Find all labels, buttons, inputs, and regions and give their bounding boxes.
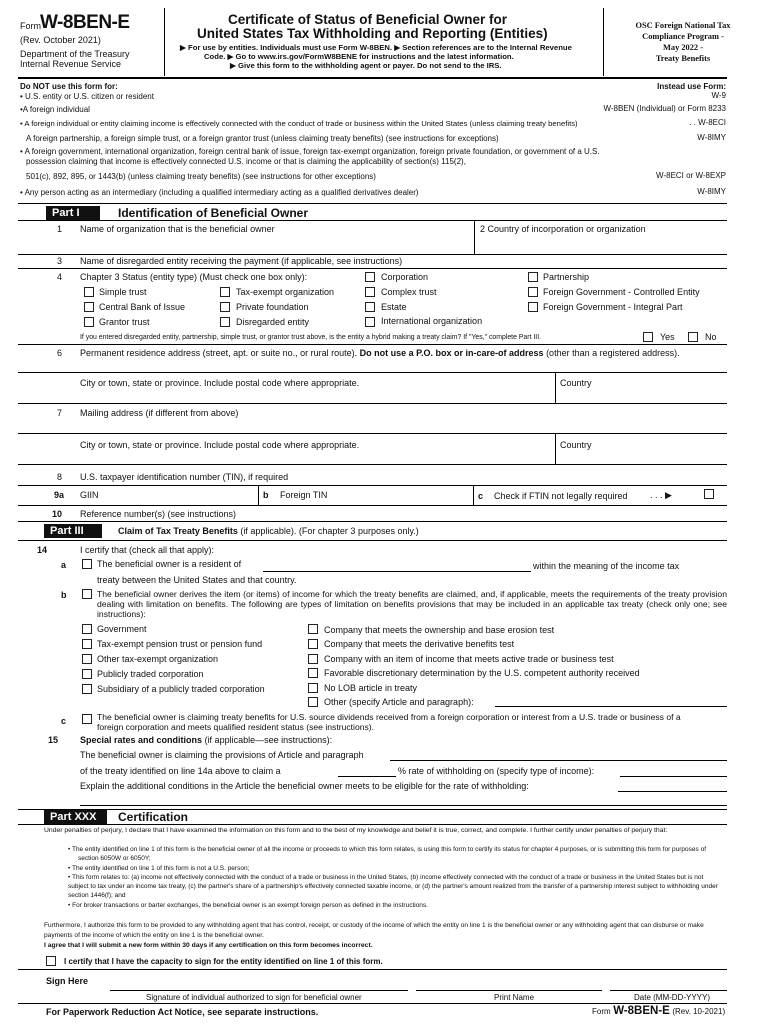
- lob-ownership-checkbox[interactable]: [308, 624, 318, 634]
- complex-trust-label: Complex trust: [381, 287, 437, 297]
- line8-number: 8: [57, 472, 63, 482]
- line15-rate-label-2: % rate of withholding on (specify type of income):: [398, 766, 595, 776]
- dept-irs: Internal Revenue Service: [20, 59, 122, 69]
- print-name-label: Print Name: [494, 993, 535, 1002]
- sign-here-label: Sign Here: [46, 976, 89, 986]
- part1-title-rule: [18, 220, 727, 221]
- international-org-checkbox[interactable]: [365, 317, 375, 327]
- private-foundation-label: Private foundation: [236, 302, 309, 312]
- city-label-mailing: City or town, state or province. Include postal code where appropriate.: [80, 440, 360, 450]
- do-not-use-text: • U.S. entity or U.S. citizen or resident: [20, 92, 154, 101]
- cert-bullets: [68, 845, 724, 910]
- qualified-resident-description: The beneficial owner is claiming treaty benefits for U.S. source dividends received from a foreign corporation or interest from a U.S. trade or business of a foreign corporation and meets qualified resident status (see instructions).: [97, 712, 681, 732]
- tax-exempt-org-label: Tax-exempt organization: [236, 287, 335, 297]
- line1-divider: [474, 220, 475, 254]
- estate-checkbox[interactable]: [365, 302, 375, 312]
- partnership-checkbox[interactable]: [528, 272, 538, 282]
- cert-furthermore: Furthermore, I authorize this form to be provided to any withholding agent that has control, receipt, or custody of the income of which the entity on line 1 is the beneficial owner or any withholding agent that can disburse or make payments of the income of which the entity on line 1 is the beneficial owner.: [44, 922, 704, 939]
- cert-bullet: • This form relates to: (a) income not effectively connected with the conduct of a trade or business in the United States, (b) income effectively connected with the conduct of a trade or business in the United States but is not subject to tax under an income tax treaty, (c) the partner's share of a partnership's effectively connected taxable income, or (d) the partner's amount realized from the transfer of a partnership interest subject to withholding under section 1446(f); and: [68, 873, 718, 900]
- line6-number: 6: [57, 348, 63, 358]
- article-paragraph-field[interactable]: [390, 760, 727, 761]
- country-divider: [555, 433, 556, 464]
- line3-number: 3: [57, 256, 63, 266]
- country-divider: [555, 372, 556, 403]
- simple-trust-label: Simple trust: [99, 287, 147, 297]
- row-rule: [18, 372, 727, 373]
- lob-active-trade-label: Company with an item of income that meets active trade or business test: [324, 654, 614, 664]
- cert-agree: I agree that I will submit a new form within 30 days if any certification on this form becomes incorrect.: [44, 942, 373, 949]
- lob-government-checkbox[interactable]: [82, 624, 92, 634]
- line1-number: 1: [57, 224, 63, 234]
- central-bank-label: Central Bank of Issue: [99, 302, 186, 312]
- treaty-resident-label-2: within the meaning of the income tax: [533, 561, 680, 571]
- lob-checkbox[interactable]: [82, 589, 92, 599]
- form-instructions-3: ▶ Give this form to the withholding agent or payer. Do not send to the IRS.: [230, 61, 502, 70]
- osc-line-1: OSC Foreign National Tax: [635, 21, 731, 30]
- line7-number: 7: [57, 408, 63, 418]
- grantor-trust-label: Grantor trust: [99, 317, 150, 327]
- corporation-checkbox[interactable]: [365, 272, 375, 282]
- line14b-number: b: [61, 590, 67, 600]
- part3-label: Part III: [44, 524, 102, 538]
- cert-sign-rule: [18, 969, 727, 970]
- row-rule: [18, 268, 727, 269]
- footer-form-id: [592, 1005, 725, 1017]
- line9a-label: GIIN: [80, 490, 99, 500]
- country-label: Country: [560, 378, 592, 388]
- lob-public-corp-label: Publicly traded corporation: [97, 669, 204, 679]
- line15-title: [80, 735, 332, 745]
- instead-use-title: Instead use Form:: [657, 82, 726, 91]
- lob-pension-label: Tax-exempt pension trust or pension fund: [97, 639, 263, 649]
- line14-label: I certify that (check all that apply):: [80, 545, 215, 555]
- dept-treasury: Department of the Treasury: [20, 49, 130, 59]
- footer-form-name: W-8BEN-E: [613, 1005, 670, 1017]
- cert-bullet-text: The entity identified on line 1 of this form is not a U.S. person;: [71, 864, 250, 872]
- row-rule: [18, 344, 727, 345]
- line7-label: Mailing address (if different from above): [80, 408, 239, 418]
- line15-number: 15: [48, 735, 59, 745]
- do-not-use-text: possession claiming that income is effectively connected U.S. income or that is claiming the applicability of section(s) 115(2),: [26, 157, 466, 166]
- lob-derivative-checkbox[interactable]: [308, 639, 318, 649]
- certification-label: Part XXX: [44, 810, 107, 824]
- form-title-line1: Certificate of Status of Beneficial Owner for: [228, 12, 508, 27]
- form-title-line2: United States Tax Withholding and Reporting (Entities): [197, 26, 548, 41]
- do-not-use-row: [20, 104, 726, 114]
- do-not-use-title: Do NOT use this form for:: [20, 82, 118, 91]
- treaty-resident-checkbox[interactable]: [82, 559, 92, 569]
- hybrid-no-label: No: [705, 332, 717, 342]
- ftin-not-required-checkbox[interactable]: [704, 489, 714, 499]
- hybrid-no-checkbox[interactable]: [688, 332, 698, 342]
- form-prefix: Form: [20, 21, 41, 31]
- treaty-country-field[interactable]: [263, 571, 531, 572]
- cert-title-rule: [18, 824, 727, 825]
- header-bottom-rule: [18, 77, 727, 79]
- header-divider-right: [603, 8, 604, 76]
- cert-bullet: • The entity identified on line 1 of this form is the beneficial owner of all the income or proceeds to which this form relates, is using this form to certify its status for chapter 4 purposes, or is submitting this form for purposes of section 6050W or 6050Y;: [68, 846, 707, 863]
- date-field[interactable]: [610, 990, 727, 991]
- lob-pension-checkbox[interactable]: [82, 639, 92, 649]
- osc-line-4: Treaty Benefits: [655, 54, 711, 63]
- form-instructions-2: Code. ▶ Go to www.irs.gov/FormW8BENE for instructions and the latest information.: [204, 52, 514, 61]
- conditions-field-line2[interactable]: [80, 805, 727, 806]
- line4-label: Chapter 3 Status (entity type) (Must check one box only):: [80, 272, 308, 282]
- lob-other-label: Other (specify Article and paragraph):: [324, 697, 474, 707]
- line9c-dots: . . . ▶: [650, 490, 672, 500]
- lob-subsidiary-checkbox[interactable]: [82, 684, 92, 694]
- hybrid-yes-checkbox[interactable]: [643, 332, 653, 342]
- footer-form-rev: (Rev. 10-2021): [672, 1007, 726, 1016]
- header-divider-left: [164, 8, 165, 76]
- do-not-use-form: W-8ECI or W-8EXP: [656, 171, 726, 180]
- cert-bullet: • For broker transactions or barter exchanges, the beneficial owner is an exempt foreign person as defined in the instructions.: [68, 901, 428, 909]
- hybrid-yes-label: Yes: [660, 332, 675, 342]
- part3-top-rule: [18, 521, 727, 522]
- line14-number: 14: [37, 545, 48, 555]
- lob-description: The beneficial owner derives the item (or items) of income for which the treaty benefits are claimed, and, if applicable, meets the requirements of the treaty provision dealing with limitation on benefits. The following are types of limitation on benefits provisions that may be included in an applicable tax treaty (check only one; see instructions):: [97, 589, 727, 619]
- international-org-label: International organization: [381, 316, 483, 326]
- lob-other-checkbox[interactable]: [308, 697, 318, 707]
- country-of-incorporation-field[interactable]: [478, 236, 726, 254]
- part3-title-suffix: (if applicable). (For chapter 3 purposes only.): [240, 526, 419, 536]
- cert-intro: Under penalties of perjury, I declare that I have examined the information on this form and to the best of my knowledge and belief it is true, correct, and complete. I further certify under penalties of perjury that:: [44, 827, 668, 834]
- line6-text-b: Do not use a P.O. box or in-care-of address: [359, 348, 544, 358]
- part3-title: [118, 526, 419, 536]
- do-not-use-row: [26, 156, 726, 166]
- do-not-use-form: W-8BEN (Individual) or Form 8233: [603, 104, 726, 113]
- osc-line-3: May 2022 -: [662, 43, 703, 52]
- line15-rate-label-1: of the treaty identified on line 14a above to claim a: [80, 766, 281, 776]
- form-name: W-8BEN-E: [40, 12, 130, 33]
- signature-field[interactable]: [110, 990, 408, 991]
- line15-title-bold: Special rates and conditions: [80, 735, 203, 745]
- footer-paperwork-notice: For Paperwork Reduction Act Notice, see separate instructions.: [46, 1007, 319, 1017]
- residence-address-field[interactable]: [78, 360, 726, 372]
- giin-divider: [258, 485, 259, 505]
- line3-label: Name of disregarded entity receiving the payment (if applicable, see instructions): [80, 256, 403, 266]
- line10-label: Reference number(s) (see instructions): [80, 509, 237, 519]
- do-not-use-row: [20, 146, 726, 156]
- lob-active-trade-checkbox[interactable]: [308, 654, 318, 664]
- tax-exempt-org-checkbox[interactable]: [220, 287, 230, 297]
- print-name-field[interactable]: [416, 990, 602, 991]
- line9c-number: c: [478, 491, 484, 501]
- part1-title: Identification of Beneficial Owner: [118, 206, 309, 220]
- row-rule: [18, 403, 727, 404]
- row-rule: [18, 505, 727, 506]
- disregarded-entity-checkbox[interactable]: [220, 317, 230, 327]
- line2-number: 2: [480, 224, 486, 234]
- conditions-field[interactable]: [618, 791, 727, 792]
- do-not-use-row: [20, 118, 726, 128]
- line1-label: Name of organization that is the beneficial owner: [80, 224, 275, 234]
- part1-label: Part I: [46, 206, 100, 220]
- lob-other-tax-exempt-label: Other tax-exempt organization: [97, 654, 219, 664]
- row-rule: [18, 485, 727, 486]
- cert-bullet-text: This form relates to: (a) income not effectively connected with the conduct of a trade or business in the United States, (b) income effectively connected with the conduct of a trade or business in the United States but is not subject to tax under an income tax treaty, (c) the partner's share of a partnership's effectively connected taxable income, or (d) the partner's amount realized from the transfer of a partnership interest subject to withholding under section 1446(f); and: [68, 873, 718, 900]
- osc-box: [606, 20, 760, 64]
- line9a-number: 9a: [54, 490, 65, 500]
- org-name-field[interactable]: [78, 236, 473, 254]
- footer-form-prefix: Form: [592, 1007, 611, 1016]
- lob-no-article-label: No LOB article in treaty: [324, 683, 418, 693]
- line15-conditions-label: Explain the additional conditions in the Article the beneficial owner meets to be eligible for the rate of withholding:: [80, 781, 529, 791]
- line4-number: 4: [57, 272, 63, 282]
- do-not-use-row: [20, 187, 726, 197]
- lob-other-field[interactable]: [495, 706, 727, 707]
- treaty-resident-label: The beneficial owner is a resident of: [97, 559, 242, 569]
- cert-bullet-text: For broker transactions or barter exchanges, the beneficial owner is an exempt foreign person as defined in the instructions.: [72, 901, 428, 909]
- footer-rule: [18, 1003, 727, 1004]
- part1-top-rule: [18, 203, 727, 204]
- do-not-use-row: [26, 133, 726, 143]
- capacity-label: I certify that I have the capacity to sign for the entity identified on line 1 of this form.: [64, 957, 383, 966]
- country-label-mailing: Country: [560, 440, 592, 450]
- simple-trust-checkbox[interactable]: [84, 287, 94, 297]
- line14a-number: a: [61, 560, 67, 570]
- line6-label: [80, 348, 680, 358]
- mailing-address-field[interactable]: [78, 420, 726, 432]
- capacity-checkbox[interactable]: [46, 956, 56, 966]
- corporation-label: Corporation: [381, 272, 429, 282]
- do-not-use-row: [26, 171, 726, 181]
- disregarded-entity-label: Disregarded entity: [236, 317, 310, 327]
- foreign-gov-controlled-label: Foreign Government - Controlled Entity: [543, 287, 700, 297]
- do-not-use-text: A foreign partnership, a foreign simple trust, or a foreign grantor trust (unless claiming treaty benefits) (see instructions for exceptions): [26, 134, 499, 143]
- grantor-trust-checkbox[interactable]: [84, 317, 94, 327]
- do-not-use-text: •A foreign individual: [20, 105, 90, 114]
- income-type-field[interactable]: [620, 776, 727, 777]
- line14c-number: c: [61, 716, 67, 726]
- lob-discretionary-checkbox[interactable]: [308, 668, 318, 678]
- date-label: Date (MM-DD-YYYY): [634, 993, 711, 1002]
- rate-field[interactable]: [338, 776, 396, 777]
- line9b-number: b: [263, 490, 269, 500]
- treaty-resident-label-3: treaty between the United States and that country.: [97, 575, 297, 585]
- do-not-use-text: • A foreign individual or entity claiming income is effectively connected with the conduct of trade or business within the United States (unless claiming treaty benefits): [20, 119, 578, 128]
- lob-public-corp-checkbox[interactable]: [82, 669, 92, 679]
- line2-label: [480, 224, 646, 234]
- form-instructions-1: ▶ For use by entities. Individuals must use Form W-8BEN. ▶ Section references are to the Internal Revenue: [180, 43, 572, 52]
- line15-title-suffix: (if applicable—see instructions):: [204, 735, 333, 745]
- do-not-use-text: • Any person acting as an intermediary (including a qualified intermediary acting as a qualified derivatives dealer): [20, 188, 419, 197]
- line6-text-a: Permanent residence address (street, apt. or suite no., or rural route).: [80, 348, 358, 358]
- cert-bullet-text: The entity identified on line 1 of this form is the beneficial owner of all the income or proceeds to which this form relates, is using this form to certify its status for chapter 4 purposes, or is submitting this form for purposes of section 6050W or 6050Y;: [71, 846, 707, 863]
- qualified-resident-checkbox[interactable]: [82, 714, 92, 724]
- do-not-use-form: W-9: [711, 91, 726, 100]
- osc-line-2: Compliance Program -: [642, 32, 724, 41]
- city-label: City or town, state or province. Include postal code where appropriate.: [80, 378, 360, 388]
- do-not-use-text: 501(c), 892, 895, or 1443(b) (unless claiming treaty benefits) (see instructions for other exceptions): [26, 172, 376, 181]
- estate-label: Estate: [381, 302, 407, 312]
- do-not-use-form: W-8IMY: [697, 187, 726, 196]
- complex-trust-checkbox[interactable]: [365, 287, 375, 297]
- lob-ownership-label: Company that meets the ownership and base erosion test: [324, 625, 555, 635]
- part3-title-rule: [18, 540, 727, 541]
- line10-number: 10: [52, 509, 63, 519]
- part3-title-bold: Claim of Tax Treaty Benefits: [118, 526, 238, 536]
- foreign-gov-integral-label: Foreign Government - Integral Part: [543, 302, 683, 312]
- foreign-gov-controlled-checkbox[interactable]: [528, 287, 538, 297]
- do-not-use-row: [20, 91, 726, 101]
- signature-label: Signature of individual authorized to sign for beneficial owner: [146, 993, 362, 1002]
- row-rule: [18, 464, 727, 465]
- line8-label: U.S. taxpayer identification number (TIN), if required: [80, 472, 289, 482]
- line9c-label: Check if FTIN not legally required: [494, 491, 628, 501]
- line6-text-c: (other than a registered address).: [546, 348, 680, 358]
- partnership-label: Partnership: [543, 272, 590, 282]
- line15-article-label: The beneficial owner is claiming the provisions of Article and paragraph: [80, 750, 364, 760]
- do-not-use-form: . . W-8ECI: [689, 118, 726, 127]
- row-rule: [18, 254, 727, 255]
- form-revision: (Rev. October 2021): [20, 35, 101, 45]
- line9b-label: Foreign TIN: [280, 490, 328, 500]
- lob-subsidiary-label: Subsidiary of a publicly traded corporation: [97, 684, 265, 694]
- line2-text: Country of incorporation or organization: [487, 224, 646, 234]
- lob-other-tax-exempt-checkbox[interactable]: [82, 654, 92, 664]
- lob-derivative-label: Company that meets the derivative benefits test: [324, 639, 515, 649]
- cert-bullet: • The entity identified on line 1 of this form is not a U.S. person;: [68, 864, 250, 872]
- row-rule: [18, 433, 727, 434]
- central-bank-checkbox[interactable]: [84, 302, 94, 312]
- certification-title: Certification: [118, 810, 189, 824]
- lob-government-label: Government: [97, 624, 147, 634]
- do-not-use-form: W-8IMY: [697, 133, 726, 142]
- ftin-divider: [473, 485, 474, 505]
- private-foundation-checkbox[interactable]: [220, 302, 230, 312]
- form-header: [0, 0, 770, 78]
- lob-no-article-checkbox[interactable]: [308, 683, 318, 693]
- hybrid-question: If you entered disregarded entity, partnership, simple trust, or grantor trust above, is the entity a hybrid making a treaty claim? If "Yes," complete Part III.: [80, 334, 542, 341]
- foreign-gov-integral-checkbox[interactable]: [528, 302, 538, 312]
- lob-discretionary-label: Favorable discretionary determination by the U.S. competent authority received: [324, 668, 640, 678]
- do-not-use-text: • A foreign government, international organization, foreign central bank of issue, foreign tax-exempt organization, foreign private foundation, or government of a U.S.: [20, 147, 600, 156]
